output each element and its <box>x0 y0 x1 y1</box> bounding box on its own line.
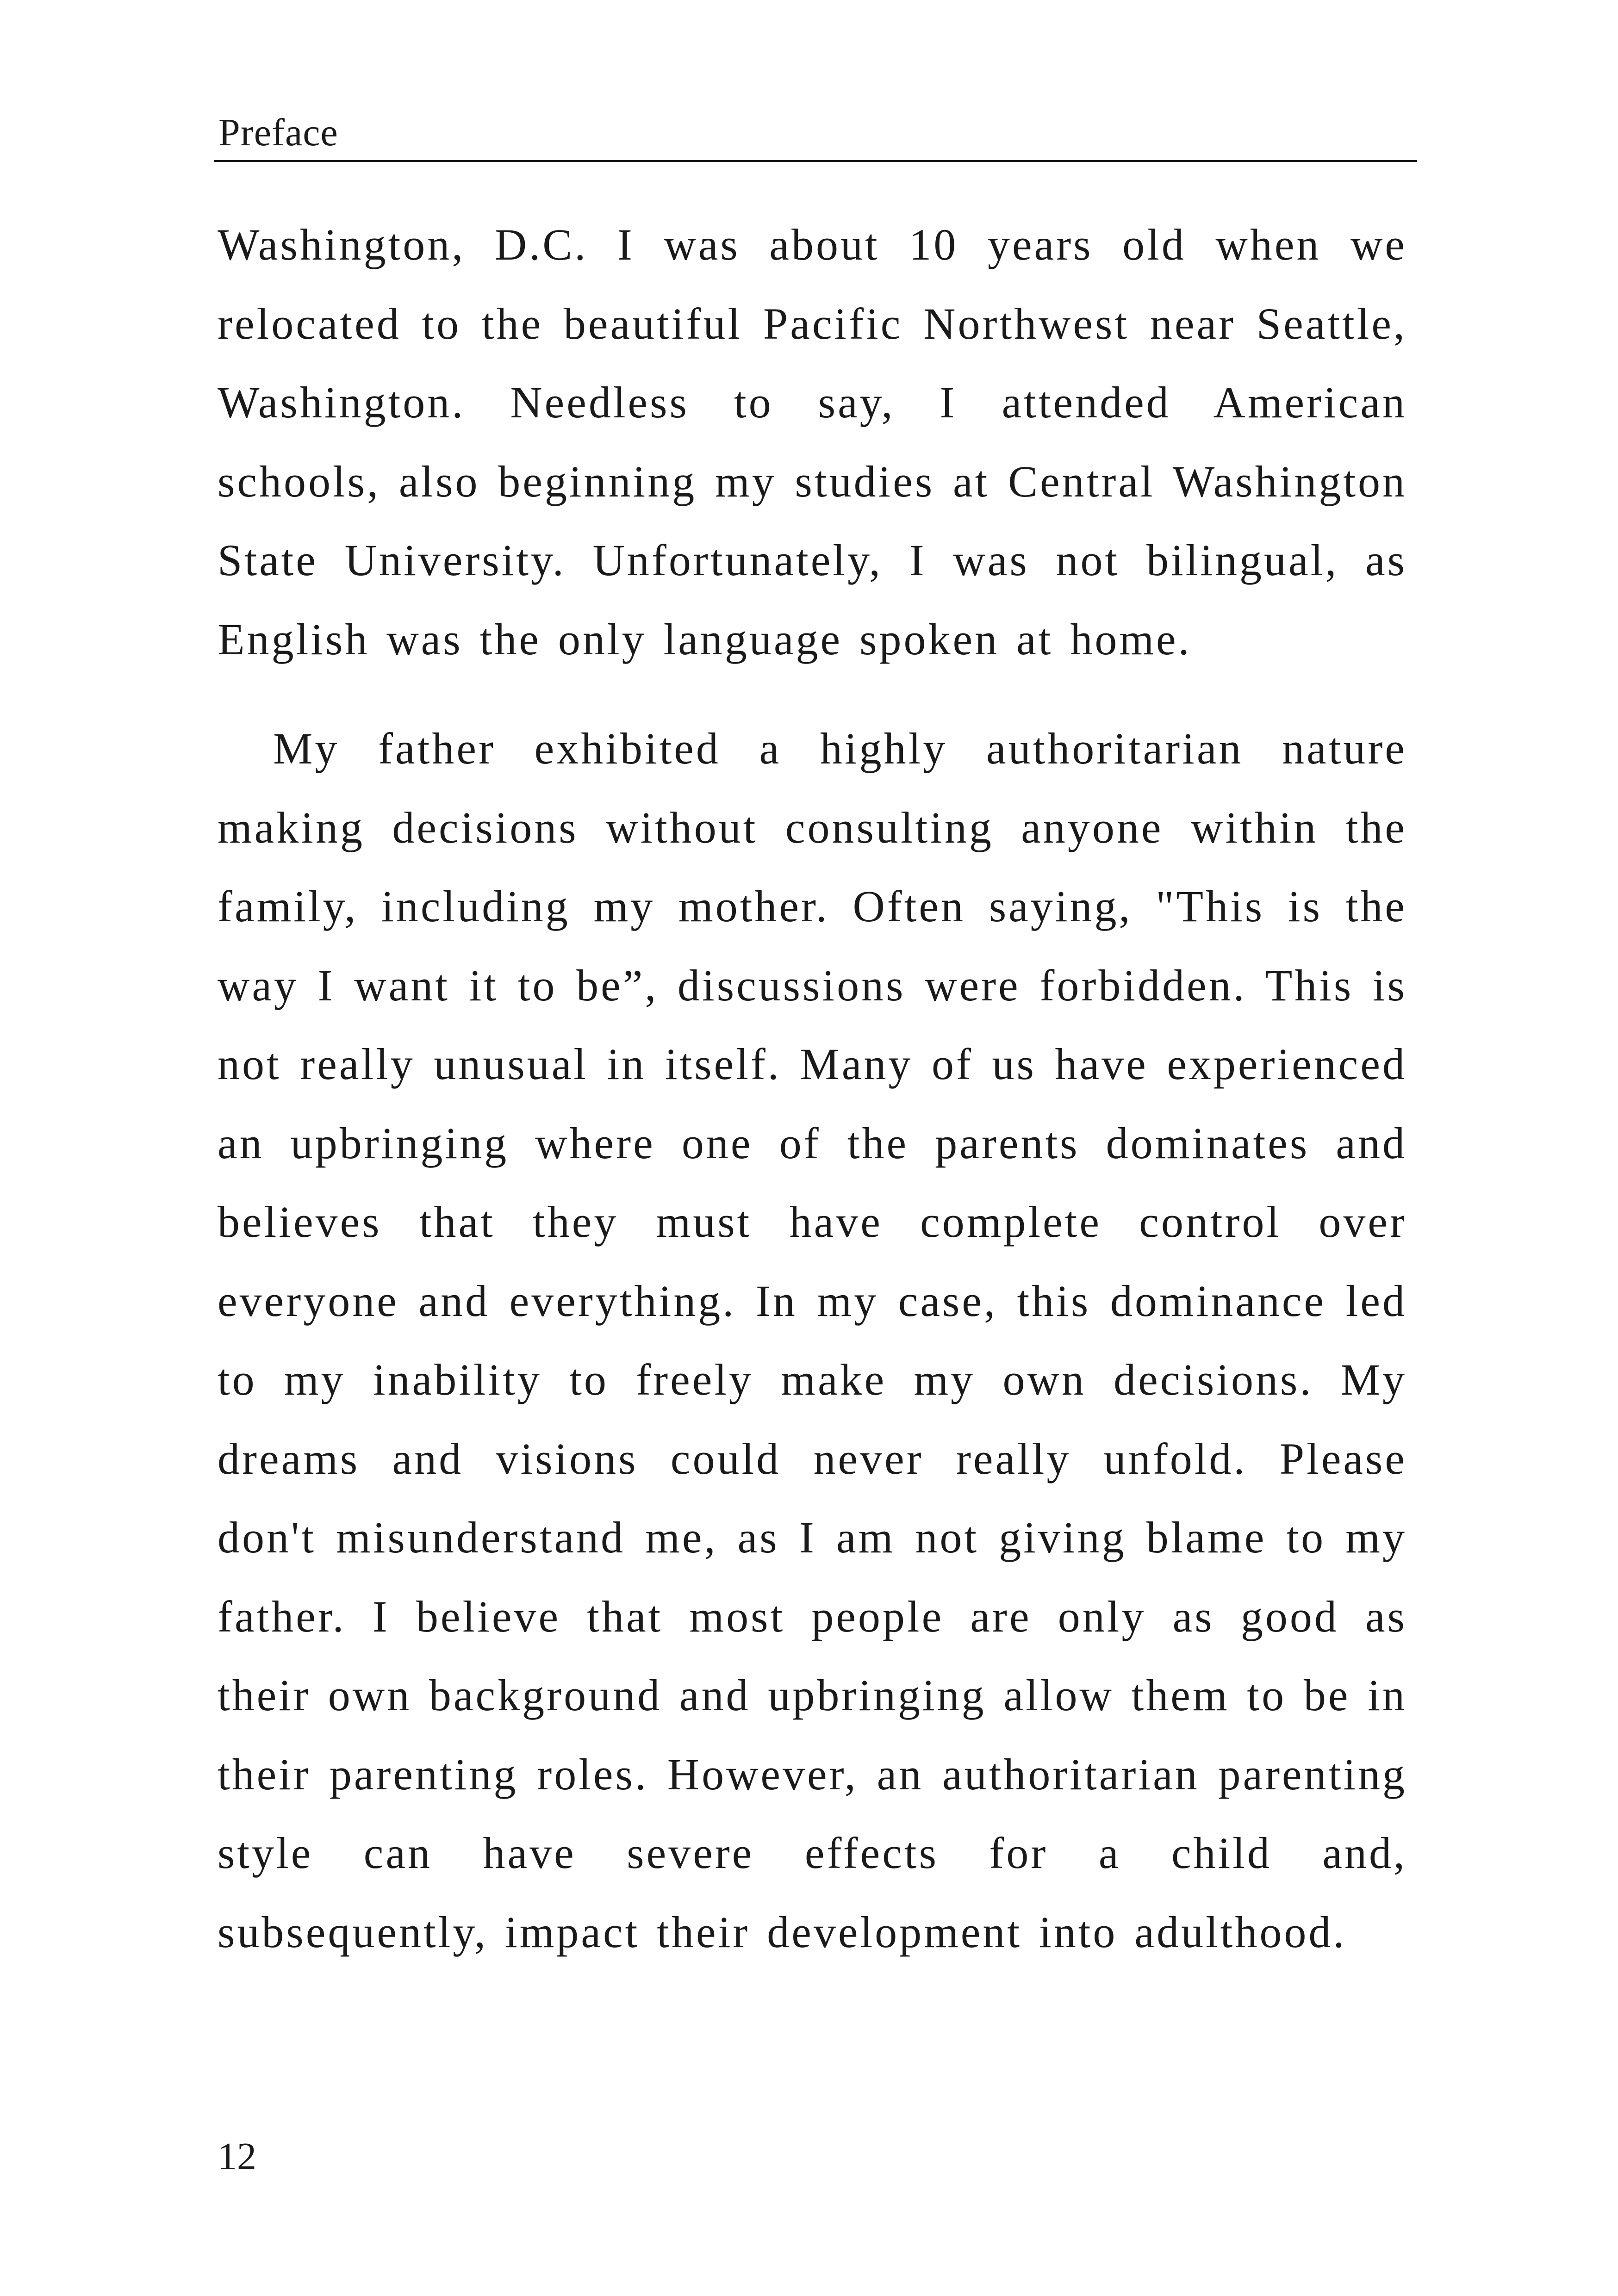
paragraph-continued: Washington, D.C. I was about 10 years old when we relocated to the beautiful Pacific Northwest near Seattle, Washington. Needless to say, I attended American schools, also beginning my studies at Central Washington State University. Unfortunately, I was not bilingual, as English was the only language spoken at home. <box>218 220 1407 664</box>
running-header <box>214 107 1417 162</box>
paragraph-father: My father exhibited a highly authoritarian nature making decisions without consulting anyone within the family, including my mother. Often saying, "This is the way I want it to be”, discussions were forbidden. This is not really unusual in itself. Many of us have experienced an upbringing where one of the parents dominates and believes that they must have complete control over everyone and everything. In my case, this dominance led to my inability to freely make my own decisions. My dreams and visions could never really unfold. Please don't misunderstand me, as I am not giving blame to my father. I believe that most people are only as good as their own background and upbringing allow them to be in their parenting roles. However, an authoritarian parenting style can have severe effects for a child and, subsequently, impact their development into adulthood. <box>218 724 1407 1957</box>
page-number: 12 <box>218 2135 256 2178</box>
body-text <box>218 205 1407 1972</box>
running-header-title: Preface <box>218 111 338 154</box>
